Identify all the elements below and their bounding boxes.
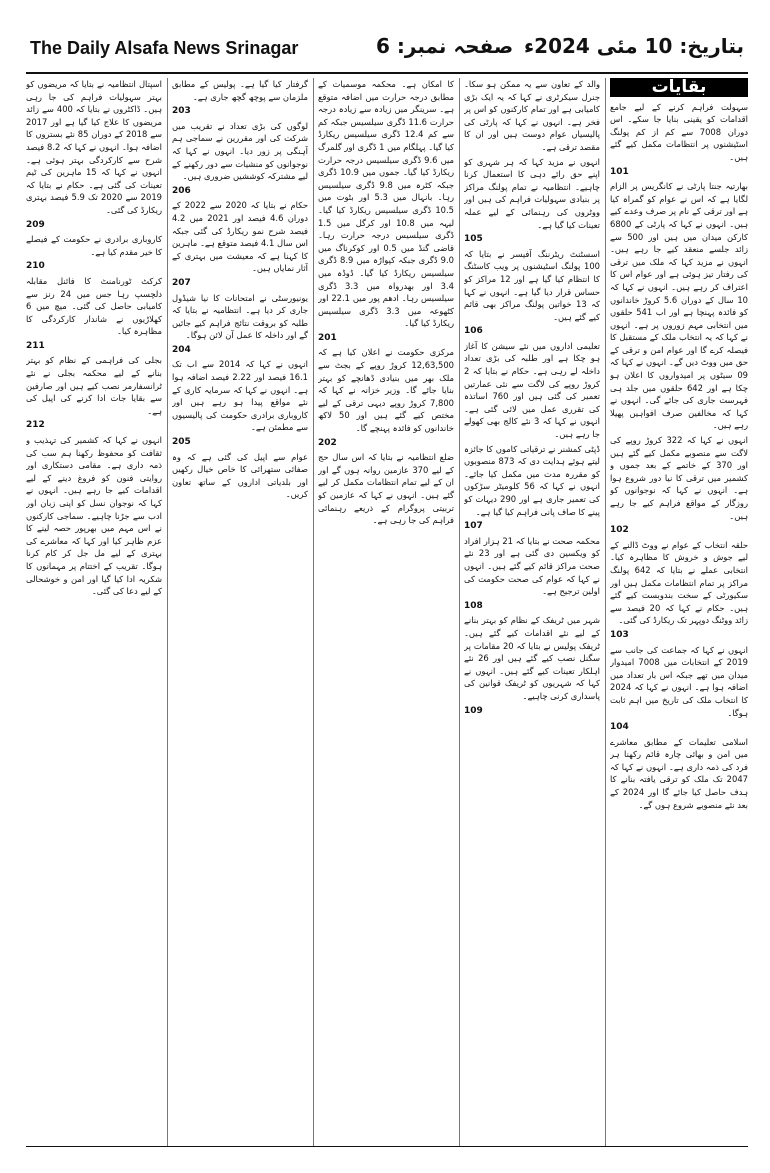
continuation-number: 105 (464, 234, 483, 245)
paper-name: The Daily Alsafa News Srinagar (30, 38, 299, 58)
section-heading: بقایات (610, 78, 748, 97)
continuation-number: 202 (318, 437, 337, 448)
continuation-number: 210 (26, 261, 45, 272)
column-divider (167, 78, 168, 1146)
continuation-number: 102 (610, 525, 629, 536)
article-paragraph: کرکٹ ٹورنامنٹ کا فائنل مقابلہ دلچسپ رہا جس میں 24 رنز سے کامیابی حاصل کی گئی۔ میچ میں 6 کھلاڑیوں نے شاندار کارکردگی کا مظاہرہ کیا۔ (26, 275, 162, 337)
article-paragraph: اسپتال انتظامیہ نے بتایا کہ مریضوں کو بہتر سہولیات فراہم کی جا رہی ہیں۔ ڈاکٹروں نے بتایا کہ 400 سے زائد مریضوں کا علاج کیا گیا ہے اور 2017 سے 2018 کے دوران 85 نئے بستروں کا اضافہ ہوا۔ انہوں نے کہا کہ 8.2 فیصد شرح سے کارکردگی بہتر ہوئی ہے۔ انہوں نے کہا کہ 15 ماہرین کی ٹیم تعینات کی گئی ہے۔ حکام نے بتایا کہ 2019 سے 2020 تک 5.9 فیصد بہتری ریکارڈ کی گئی۔ (26, 79, 162, 215)
article-paragraph: اسسٹنٹ ریٹرننگ آفیسر نے بتایا کہ 100 پولنگ اسٹیشنوں پر ویب کاسٹنگ کا انتظام کیا گیا ہے اور 12 مراکز کو حساس قرار دیا گیا ہے۔ انہوں نے کہا کہ 13 خواتین پولنگ مراکز بھی قائم کیے گئے ہیں۔ (464, 248, 600, 322)
article-paragraph: ضلع انتظامیہ نے بتایا کہ اس سال حج کے لیے 370 عازمین روانہ ہوں گے اور ان کے لیے تمام انتظامات مکمل کر لیے گئے ہیں۔ انہوں نے کہا کہ عازمین کو تربیتی پروگرام کے ذریعے رہنمائی فراہم کی جا رہی ہے۔ (318, 452, 454, 526)
article-paragraph: مرکزی حکومت نے اعلان کیا ہے کہ 12,63,500 کروڑ روپے کے بجٹ سے ملک بھر میں بنیادی ڈھانچے کو بہتر بنایا جائے گا۔ وزیر خزانہ نے کہا کہ 7,800 کروڑ روپے دیہی ترقی کے لیے مختص کیے گئے ہیں اور 50 لاکھ خاندانوں کو فائدہ پہنچے گا۔ (318, 347, 454, 434)
masthead (26, 26, 748, 74)
article-paragraph: انہوں نے کہا کہ 322 کروڑ روپے کی لاگت سے منصوبے مکمل کیے گئے ہیں اور 370 کے خاتمے کے بعد جموں و کشمیر میں ترقی کا نیا دور شروع ہوا ہے۔ انہوں نے کہا کہ نوجوانوں کو روزگار کے مواقع فراہم کیے جا رہے ہیں۔ (610, 435, 748, 521)
article-paragraph: کاروباری برادری نے حکومت کے فیصلے کا خیر مقدم کیا ہے۔ (26, 234, 162, 257)
column-3 (318, 78, 454, 1146)
article-paragraph: بھارتیہ جنتا پارٹی نے کانگریس پر الزام لگایا ہے کہ اس نے عوام کو گمراہ کیا ہے اور ترقی کے نام پر صرف وعدے کیے ہیں۔ انہوں نے کہا کہ پارٹی کے 6800 کارکن میدان میں ہیں اور 500 سے زائد جلسے منعقد کیے جا رہے ہیں۔ انہوں نے مزید کہا کہ ملک میں ترقی کی رفتار تیز ہوئی ہے اور عوام اس کا اعتراف کر رہے ہیں۔ انہوں نے کہا کہ 10 سال کے دوران 5.6 کروڑ خاندانوں کو فائدہ پہنچا ہے اور اب 541 حلقوں میں انتخابی مہم زوروں پر ہے۔ انہوں نے کہا کہ یہ انتخاب ملک کے مستقبل کا فیصلہ کرے گا اور عوام امن و ترقی کے حق میں ووٹ دیں گے۔ انہوں نے کہا کہ 09 سیٹوں پر امیدواروں کا اعلان ہو چکا ہے اور 642 حلقوں میں جلد ہی فہرست جاری کی جائے گی۔ انہوں نے کہا کہ مخالفین صرف افواہیں پھیلا رہے ہیں۔ (610, 181, 748, 431)
continuation-number: 108 (464, 600, 483, 611)
continuation-number: 106 (464, 326, 483, 337)
column-5 (26, 78, 162, 1146)
article-paragraph: عوام سے اپیل کی گئی ہے کہ وہ صفائی ستھرائی کا خاص خیال رکھیں اور بلدیاتی اداروں کے ساتھ تعاون کریں۔ (172, 451, 308, 500)
article-paragraph: کا امکان ہے۔ محکمہ موسمیات کے مطابق درجہ حرارت میں اضافہ متوقع ہے۔ سرینگر میں زیادہ سے زیادہ درجہ حرارت 11.6 ڈگری سیلسیس جبکہ کم سے کم 12.4 ڈگری سیلسیس ریکارڈ کیا گیا۔ پہلگام میں 1 ڈگری اور گلمرگ میں 9.6 ڈگری سیلسیس درجہ حرارت ریکارڈ کیا گیا۔ جموں میں 10.9 ڈگری جبکہ کٹرہ میں 9.8 ڈگری سیلسیس رہا۔ بانہال میں 5.3 اور بٹوت میں 10.5 ڈگری سیلسیس ریکارڈ کیا گیا۔ لیہہ میں 10.8 اور کرگل میں 1.5 ڈگری سیلسیس درجہ حرارت رہا۔ قاضی گنڈ میں 0.5 اور کوکرناگ میں 9.0 ڈگری جبکہ کپواڑہ میں 8.9 ڈگری سیلسیس ریکارڈ کیا گیا۔ ڈوڈہ میں 3.4 اور بھدرواہ میں 3.3 ڈگری سیلسیس رہا۔ ادھم پور میں 22.1 اور کٹھوعہ میں 3.3 ڈگری سیلسیس ریکارڈ کیا گیا۔ (318, 79, 454, 329)
column-divider (459, 78, 460, 1146)
article-paragraph: اسلامی تعلیمات کے مطابق معاشرے میں امن و بھائی چارہ قائم رکھنا ہر فرد کی ذمہ داری ہے۔ انہوں نے کہا کہ 2047 تک ملک کو ترقی یافتہ بنانے کا ہدف حاصل کیا جائے گا اور 2024 کے بعد نئے منصوبے شروع ہوں گے۔ (610, 736, 748, 810)
article-paragraph: والد کے تعاون سے یہ ممکن ہو سکا۔ جنرل سیکرٹری نے کہا کہ یہ ایک بڑی کامیابی ہے اور تمام کارکنوں کو اس پر فخر ہے۔ انہوں نے کہا کہ پارٹی کی پالیسیاں عوام دوست ہیں اور ان کا مقصد ترقی ہے۔ (464, 79, 600, 152)
article-paragraph: تعلیمی اداروں میں نئے سیشن کا آغاز ہو چکا ہے اور طلبہ کی بڑی تعداد داخلہ لے رہی ہے۔ حکام نے بتایا کہ 2 کروڑ روپے کی لاگت سے نئی عمارتیں تعمیر کی گئی ہیں اور 760 اساتذہ کی تقرری عمل میں لائی گئی ہے۔ انہوں نے کہا کہ 3 نئے کالج بھی کھولے جا رہے ہیں۔ (464, 340, 600, 440)
continuation-number: 209 (26, 219, 45, 230)
article-paragraph: بجلی کی فراہمی کے نظام کو بہتر بنانے کے لیے محکمہ بجلی نے نئے ٹرانسفارمر نصب کیے ہیں اور صارفین سے بقایا جات ادا کرنے کی اپیل کی ہے۔ (26, 355, 162, 416)
columns-area (26, 78, 748, 1146)
column-divider (313, 78, 314, 1146)
continuation-number: 104 (610, 722, 629, 733)
article-paragraph: گرفتار کیا گیا ہے۔ پولیس کے مطابق ملزمان سے پوچھ گچھ جاری ہے۔ (172, 79, 308, 102)
continuation-number: 205 (172, 437, 191, 448)
continuation-number: 212 (26, 420, 45, 431)
article-paragraph: حکام نے بتایا کہ 2020 سے 2022 کے دوران 4.6 فیصد اور 2021 میں 4.2 فیصد شرح نمو ریکارڈ کی گئی جبکہ اس سال 4.1 فیصد متوقع ہے۔ ماہرین کا کہنا ہے کہ معیشت میں بہتری کے آثار نمایاں ہیں۔ (172, 200, 308, 274)
newspaper-page (26, 26, 748, 1146)
page-number: صفحہ نمبر: 6 (376, 34, 514, 58)
article-paragraph: حلقہ انتخاب کے عوام نے ووٹ ڈالنے کے لیے جوش و خروش کا مظاہرہ کیا۔ انتخابی عملے نے بتایا کہ 642 پولنگ مراکز پر تمام انتظامات مکمل ہیں اور سکیورٹی کے سخت بندوبست کیے گئے ہیں۔ حکام نے کہا کہ 20 فیصد سے زائد ووٹنگ دوپہر تک ریکارڈ کی گئی۔ (610, 539, 748, 626)
article-paragraph: انہوں نے کہا کہ کشمیر کی تہذیب و ثقافت کو محفوظ رکھنا ہم سب کی ذمہ داری ہے۔ مقامی دستکاری اور روایتی فنون کو فروغ دینے کے لیے اقدامات کیے جا رہے ہیں۔ انہوں نے کہا کہ نوجوان نسل کو اپنی زبان اور ادب سے جڑنا چاہیے۔ سماجی کارکنوں نے اس مہم میں بھرپور حصہ لینے کا عزم ظاہر کیا اور کہا کہ معاشرے کی بہتری کے لیے مل جل کر کام کرنا ہوگا۔ تقریب کے اختتام پر مہمانوں کا شکریہ ادا کیا گیا اور امن و خوشحالی کے لیے دعا کی گئی۔ (26, 435, 162, 597)
article-paragraph: ڈپٹی کمشنر نے ترقیاتی کاموں کا جائزہ لیتے ہوئے ہدایت دی کہ 873 منصوبوں کو مقررہ مدت میں مکمل کیا جائے۔ انہوں نے کہا کہ 56 کلومیٹر سڑکوں کی تعمیر جاری ہے اور 290 دیہات کو پینے کا صاف پانی فراہم کیا گیا ہے۔ (464, 443, 600, 517)
article-paragraph: سہولت فراہم کرنے کے لیے جامع اقدامات کو یقینی بنایا جا سکے۔ اس دوران 7008 سے کم از کم پولنگ اسٹیشنوں پر انتظامات مکمل کیے گئے ہیں۔ (610, 101, 748, 162)
continuation-number: 201 (318, 332, 337, 343)
continuation-number: 206 (172, 185, 191, 196)
continuation-number: 204 (172, 344, 191, 355)
article-paragraph: انہوں نے مزید کہا کہ ہر شہری کو اپنے حق رائے دہی کا استعمال کرنا چاہیے۔ انتظامیہ نے تمام پولنگ مراکز پر بنیادی سہولیات فراہم کی ہیں اور ووٹروں کی رہنمائی کے لیے عملہ تعینات کیا گیا ہے۔ (464, 156, 600, 230)
continuation-number: 207 (172, 277, 191, 288)
column-divider (605, 78, 606, 1146)
column-2 (464, 78, 600, 1146)
article-paragraph: لوگوں کی بڑی تعداد نے تقریب میں شرکت کی اور مقررین نے سماجی ہم آہنگی پر زور دیا۔ انہوں نے کہا کہ نوجوانوں کو منشیات سے دور رکھنے کے لیے مشترکہ کوششیں ضروری ہیں۔ (172, 120, 308, 182)
column-1 (610, 78, 748, 1146)
continuation-number: 203 (172, 106, 191, 117)
continuation-number: 211 (26, 340, 45, 351)
bottom-rule (26, 1146, 748, 1147)
continuation-number: 103 (610, 629, 629, 640)
article-paragraph: انہوں نے کہا کہ 2014 سے اب تک 16.1 فیصد اور 2.22 فیصد اضافہ ہوا ہے۔ انہوں نے کہا کہ سرمایہ کاری کے نئے مواقع پیدا ہو رہے ہیں اور کاروباری برادری حکومت کی پالیسیوں سے مطمئن ہے۔ (172, 359, 308, 433)
issue-date: بتاریخ: 10 مئی 2024ء (523, 34, 744, 58)
article-paragraph: شہر میں ٹریفک کے نظام کو بہتر بنانے کے لیے نئے اقدامات کیے گئے ہیں۔ ٹریفک پولیس نے بتایا کہ 20 مقامات پر سگنل نصب کیے گئے ہیں اور 26 نئے اہلکار تعینات کیے گئے ہیں۔ انہوں نے کہا کہ شہریوں کو ٹریفک قوانین کی پاسداری کرنی چاہیے۔ (464, 615, 600, 701)
article-paragraph: محکمہ صحت نے بتایا کہ 21 ہزار افراد کو ویکسین دی گئی ہے اور 23 نئے صحت مراکز قائم کیے گئے ہیں۔ انہوں نے کہا کہ عوام کی صحت حکومت کی اولین ترجیح ہے۔ (464, 535, 600, 597)
article-paragraph: انہوں نے کہا کہ جماعت کی جانب سے 2019 کے انتخابات میں 7008 امیدوار میدان میں تھے جبکہ اس بار تعداد میں اضافہ ہوا ہے۔ انہوں نے کہا کہ 2024 کا انتخاب ملک کی تاریخ میں اہم ثابت ہوگا۔ (610, 644, 748, 718)
column-4 (172, 78, 308, 1146)
article-paragraph: یونیورسٹی نے امتحانات کا نیا شیڈول جاری کر دیا ہے۔ انتظامیہ نے بتایا کہ طلبہ کو بروقت نتائج فراہم کیے جائیں گے اور داخلہ کا عمل آن لائن ہوگا۔ (172, 292, 308, 341)
continuation-number: 107 (464, 521, 483, 532)
continuation-number: 109 (464, 705, 483, 716)
continuation-number: 101 (610, 166, 629, 177)
